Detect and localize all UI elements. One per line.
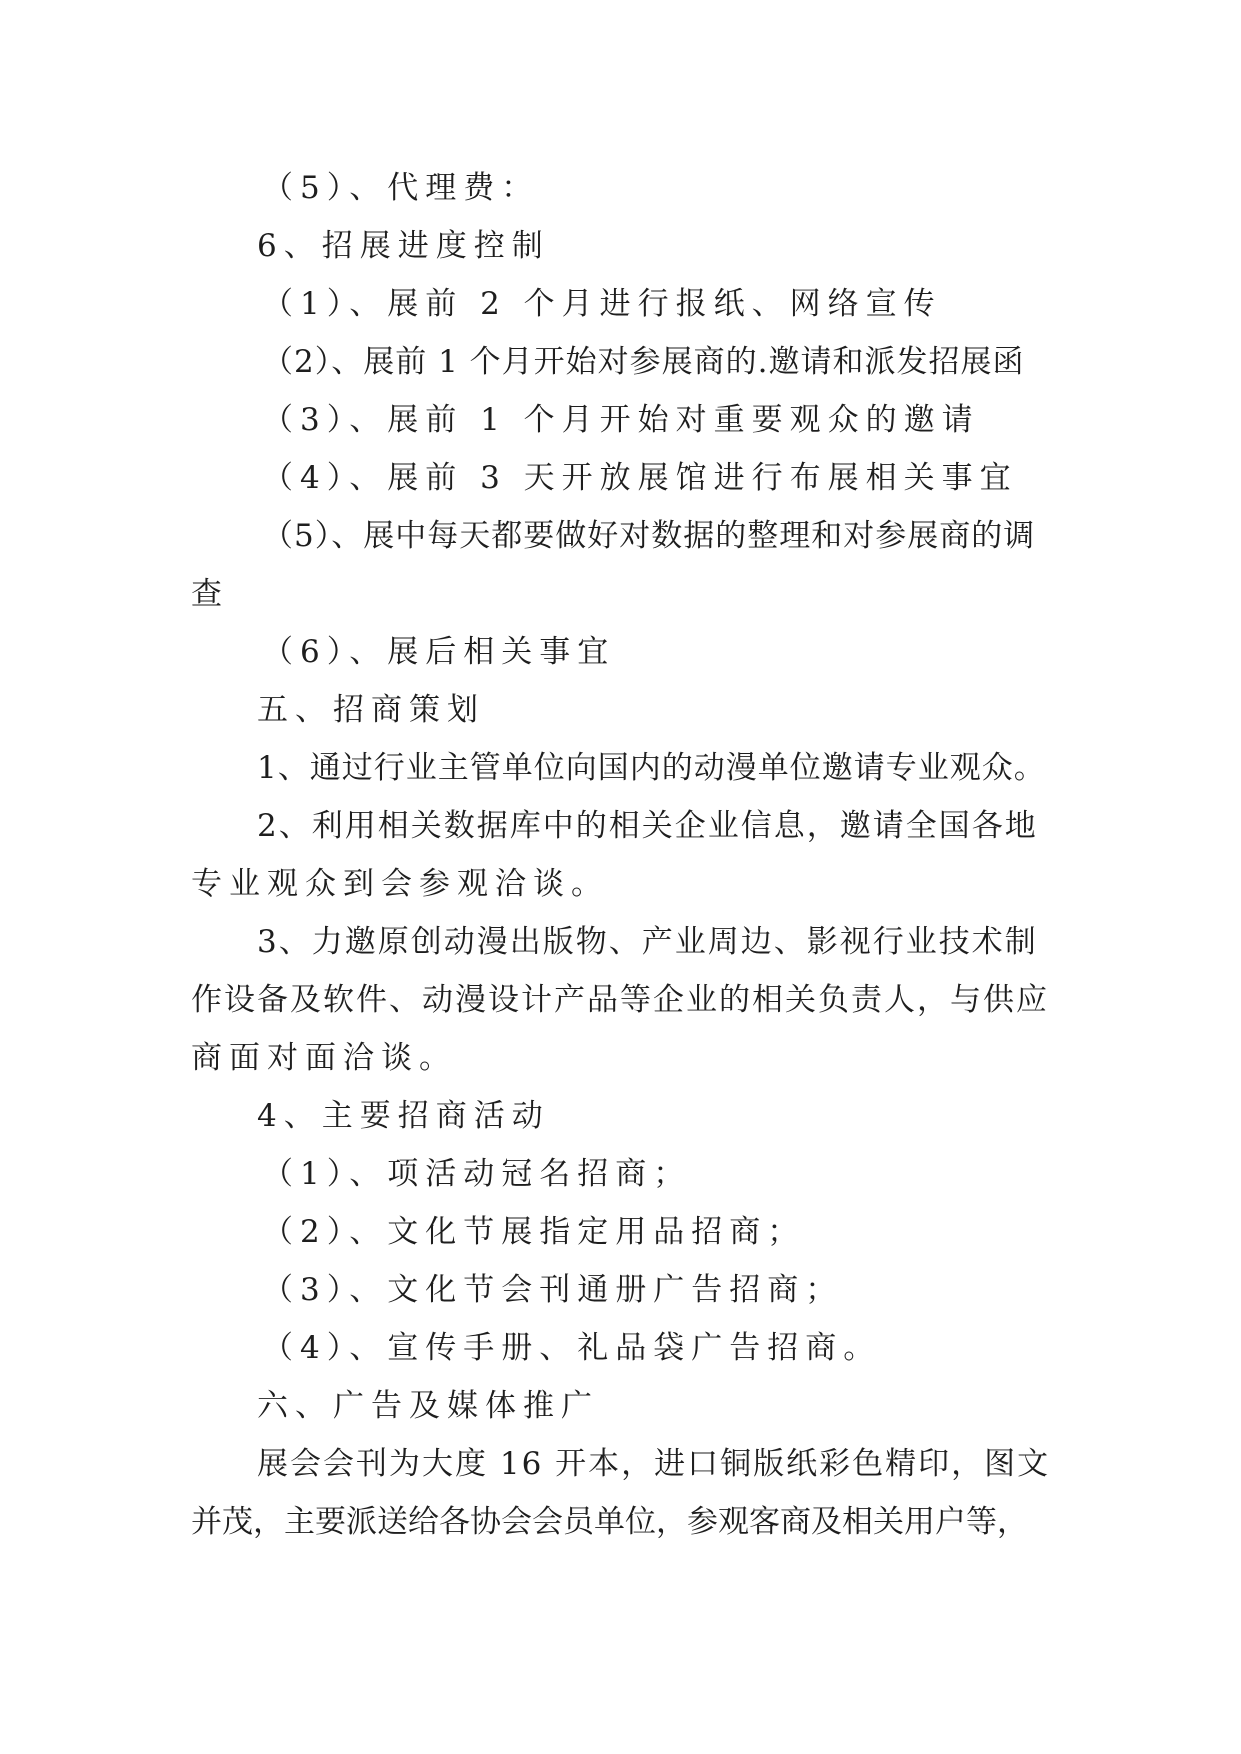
text-line: （4）、宣传手册、礼品袋广告招商。	[262, 1330, 882, 1366]
text-line: 1、通过行业主管单位向国内的动漫单位邀请专业观众。	[257, 750, 1046, 786]
text-line: （3）、展前 1 个月开始对重要观众的邀请	[262, 402, 980, 438]
text-line: 6、招展进度控制	[257, 228, 550, 264]
text-line: （5）、展中每天都要做好对数据的整理和对参展商的调	[262, 518, 1036, 554]
text-line: （2）、展前 1 个月开始对参展商的.邀请和派发招展函	[262, 344, 1025, 380]
text-line: 并茂，主要派送给各协会会员单位，参观客商及相关用户等，	[191, 1504, 1028, 1540]
text-line: （1）、展前 2 个月进行报纸、网络宣传	[262, 286, 942, 322]
text-line: 2、利用相关数据库中的相关企业信息，邀请全国各地	[257, 808, 1038, 844]
text-line: （4）、展前 3 天开放展馆进行布展相关事宜	[262, 460, 1018, 496]
text-line: 展会会刊为大度 16 开本，进口铜版纸彩色精印，图文	[257, 1446, 1051, 1482]
text-line: 商面对面洽谈。	[191, 1040, 457, 1076]
text-line: 六、广告及媒体推广	[257, 1388, 599, 1424]
text-line: （2）、文化节展指定用品招商；	[262, 1214, 806, 1250]
text-line: 五、招商策划	[257, 692, 485, 728]
text-line: 查	[191, 576, 229, 612]
text-line: 4、主要招商活动	[257, 1098, 550, 1134]
text-line: （1）、项活动冠名招商；	[262, 1156, 692, 1192]
text-line: 3、力邀原创动漫出版物、产业周边、影视行业技术制	[257, 924, 1038, 960]
text-line: （6）、展后相关事宜	[262, 634, 616, 670]
text-line: 专业观众到会参观洽谈。	[191, 866, 609, 902]
text-line: 作设备及软件、动漫设计产品等企业的相关负责人，与供应	[191, 982, 1049, 1018]
text-line: （3）、文化节会刊通册广告招商；	[262, 1272, 844, 1308]
text-line: （5）、代理费：	[262, 170, 540, 206]
